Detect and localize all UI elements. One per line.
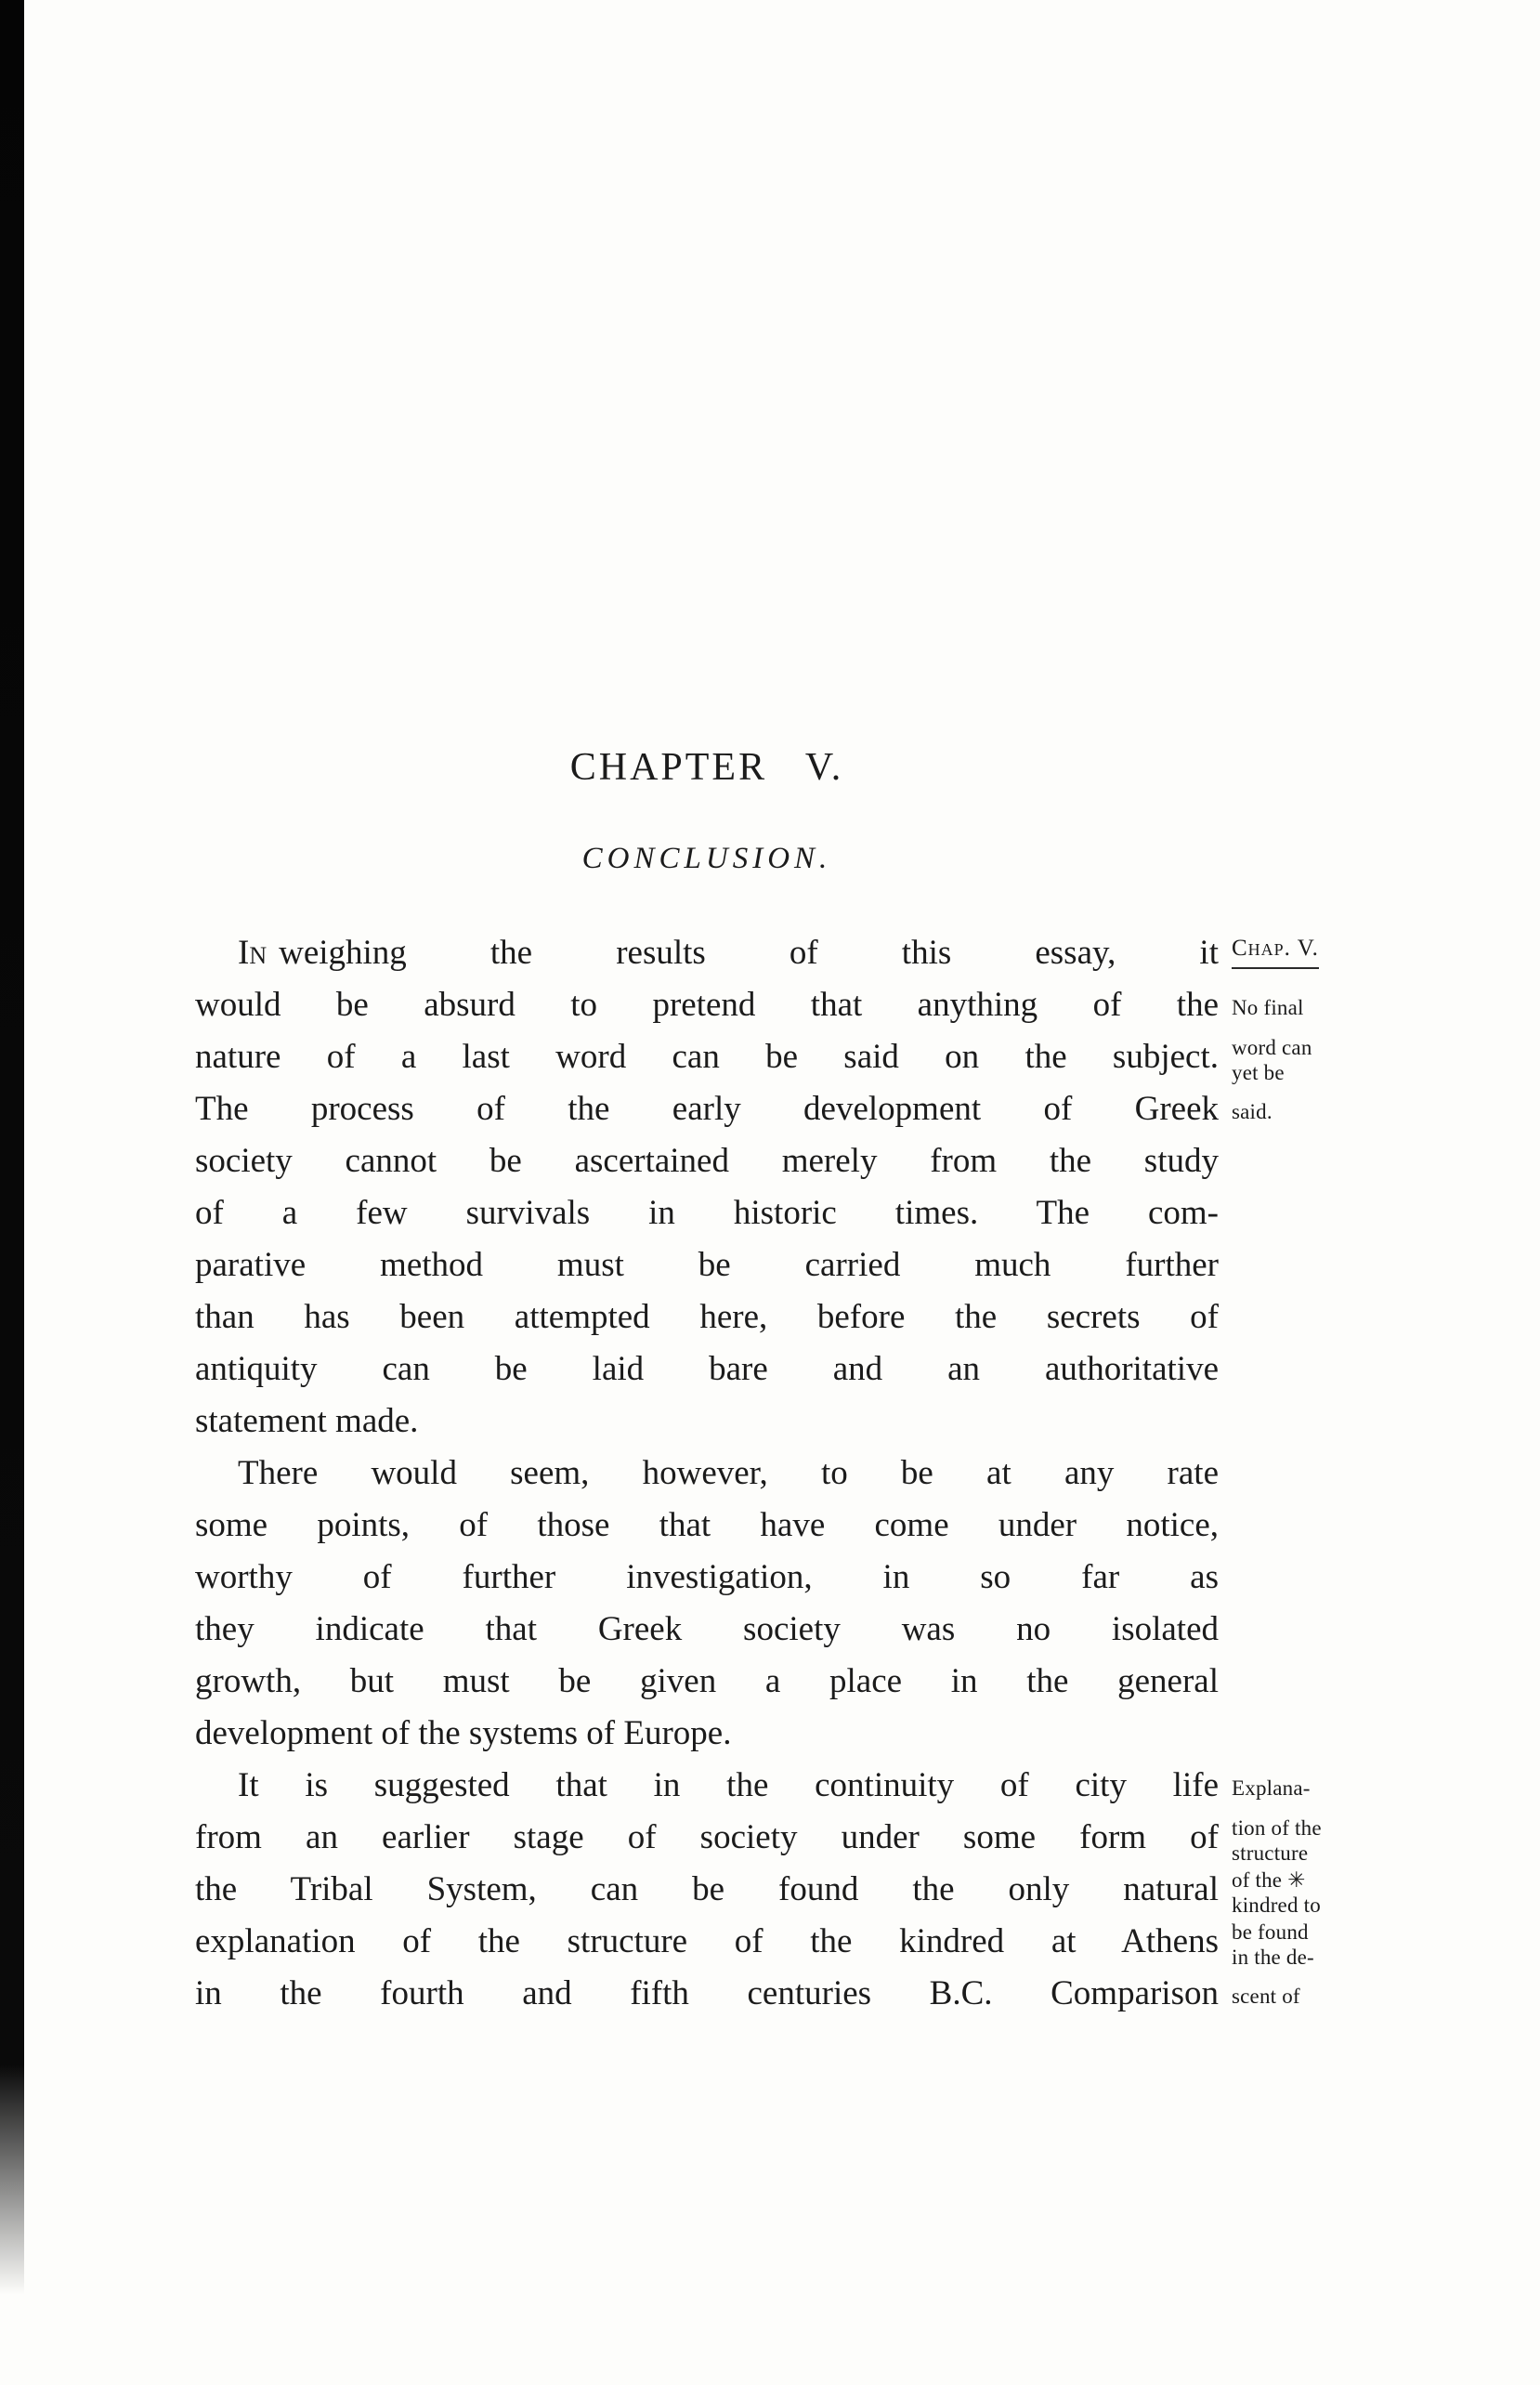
margin-note (1232, 1867, 1466, 1918)
text-line (195, 1031, 1312, 1084)
margin-note (1232, 1035, 1466, 1085)
text-line (195, 1239, 1219, 1291)
text-line (195, 1343, 1219, 1396)
scan-gutter-shadow (0, 0, 24, 2295)
text-line (195, 1916, 1314, 1969)
line-text: antiquity can be laid bare and an authoritative (195, 1350, 1219, 1388)
line-text: from an earlier stage of society under some form of (195, 1818, 1219, 1856)
line-text: It is suggested that in the continuity of city life (238, 1766, 1219, 1804)
text-line (195, 1448, 1219, 1500)
text-line (195, 1604, 1219, 1656)
margin-note-line: scent of (1232, 1985, 1300, 2008)
text-line (195, 1396, 1219, 1448)
line-text: development of the systems of Europe. (195, 1714, 732, 1752)
line-text: would be absurd to pretend that anything of the (195, 986, 1219, 1024)
line-text: worthy of further investigation, in so far as (195, 1558, 1219, 1596)
line-text: statement made. (195, 1402, 419, 1440)
line-text: than has been attempted here, before the secrets of (195, 1298, 1219, 1336)
text-line (195, 1135, 1219, 1187)
text-line (195, 1812, 1322, 1865)
line-text: society cannot be ascertained merely from the study (195, 1142, 1219, 1180)
line-text: they indicate that Greek society was no isolated (195, 1610, 1219, 1648)
line-text: The process of the early development of Greek (195, 1090, 1219, 1128)
margin-note-line: kindred to (1232, 1894, 1321, 1917)
text-line (195, 1552, 1219, 1604)
line-text: parative method must be carried much further (195, 1246, 1219, 1284)
margin-note-line: structure (1232, 1841, 1309, 1865)
margin-note-line: in the de- (1232, 1946, 1314, 1969)
margin-note-line: tion of the (1232, 1816, 1322, 1840)
margin-note-chapter (1232, 935, 1466, 969)
margin-note (1232, 995, 1466, 1020)
margin-note (1232, 1815, 1466, 1866)
line-text: the Tribal System, can be found the only natural (195, 1870, 1219, 1908)
line-text: some points, of those that have come under notice, (195, 1506, 1219, 1544)
text-line (195, 979, 1304, 1031)
text-line (195, 1656, 1219, 1708)
line-text: explanation of the structure of the kindred at Athens (195, 1922, 1219, 1960)
margin-note-line: No final (1232, 996, 1304, 1019)
text-line (195, 1187, 1219, 1239)
section-heading: CONCLUSION. (581, 842, 832, 875)
text-line (195, 927, 1319, 979)
chapter-running-label: Chap. V. (1232, 935, 1319, 969)
text-line (195, 1968, 1300, 2020)
margin-note (1232, 1776, 1466, 1801)
text-line (195, 1864, 1321, 1917)
margin-note (1232, 1920, 1466, 1970)
paragraph-lead-word: In (238, 934, 268, 972)
margin-note-line: of the ✳ (1232, 1868, 1306, 1892)
body-text (195, 927, 1322, 2020)
line-text: of a few survivals in historic times. The com- (195, 1194, 1219, 1232)
line-text: There would seem, however, to be at any rate (238, 1454, 1219, 1492)
margin-note-line: yet be (1232, 1061, 1285, 1084)
line-text: growth, but must be given a place in the general (195, 1662, 1219, 1700)
line-text: nature of a last word can be said on the subject. (195, 1038, 1219, 1076)
margin-note (1232, 1099, 1466, 1124)
margin-note-line: Explana- (1232, 1776, 1311, 1800)
line-text: in the fourth and fifth centuries B.C. Comparison (195, 1974, 1219, 2012)
text-line (195, 1291, 1219, 1343)
text-line (195, 1083, 1272, 1135)
margin-note-line: be found (1232, 1920, 1309, 1944)
margin-note-line: said. (1232, 1100, 1272, 1123)
margin-note (1232, 1984, 1466, 2009)
line-text: weighing the results of this essay, it (279, 934, 1219, 972)
chapter-heading: CHAPTER V. (569, 746, 844, 789)
text-line (195, 1500, 1219, 1552)
text-line (195, 1708, 1219, 1760)
margin-note-line: word can (1232, 1036, 1312, 1059)
text-line (195, 1760, 1311, 1812)
